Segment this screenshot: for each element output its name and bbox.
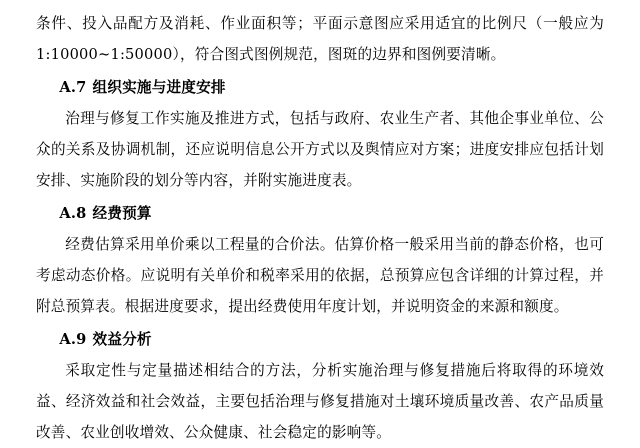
section-title: 效益分析: [92, 331, 152, 348]
section-heading-a7: [36, 72, 604, 103]
section-title: 经费预算: [92, 205, 152, 222]
section-number: A.7: [59, 79, 87, 96]
section-heading-a8: [36, 198, 604, 229]
section-number: A.8: [59, 205, 87, 222]
section-body-a7: 治理与修复工作实施及推进方式，包括与政府、农业生产者、其他企事业单位、公众的关系及协调机制，还应说明信息公开方式以及舆情应对方案；进度安排应包括计划安排、实施阶段的划分等内容，并附实施进度表。: [36, 110, 604, 189]
intro-paragraph: 条件、投入品配方及消耗、作业面积等；平面示意图应采用适宜的比例尺（一般应为1:10000~1:50000），符合图式图例规范，图斑的边界和图例要清晰。: [36, 15, 604, 63]
section-body-a9: 采取定性与定量描述相结合的方法，分析实施治理与修复措施后将取得的环境效益、经济效益和社会效益，主要包括治理与修复措施对土壤环境质量改善、农产品质量改善、农业创收增效、公众健康、社会稳定的影响等。: [36, 362, 604, 441]
section-body-a8: 经费估算采用单价乘以工程量的合价法。估算价格一般采用当前的静态价格，也可考虑动态价格。应说明有关单价和税率采用的依据，总预算应包含详细的计算过程，并附总预算表。根据进度要求，提出经费使用年度计划，并说明资金的来源和额度。: [36, 236, 604, 315]
section-heading-a9: [36, 324, 604, 355]
section-title: 组织实施与进度安排: [92, 79, 226, 96]
section-number: A.9: [59, 331, 87, 348]
